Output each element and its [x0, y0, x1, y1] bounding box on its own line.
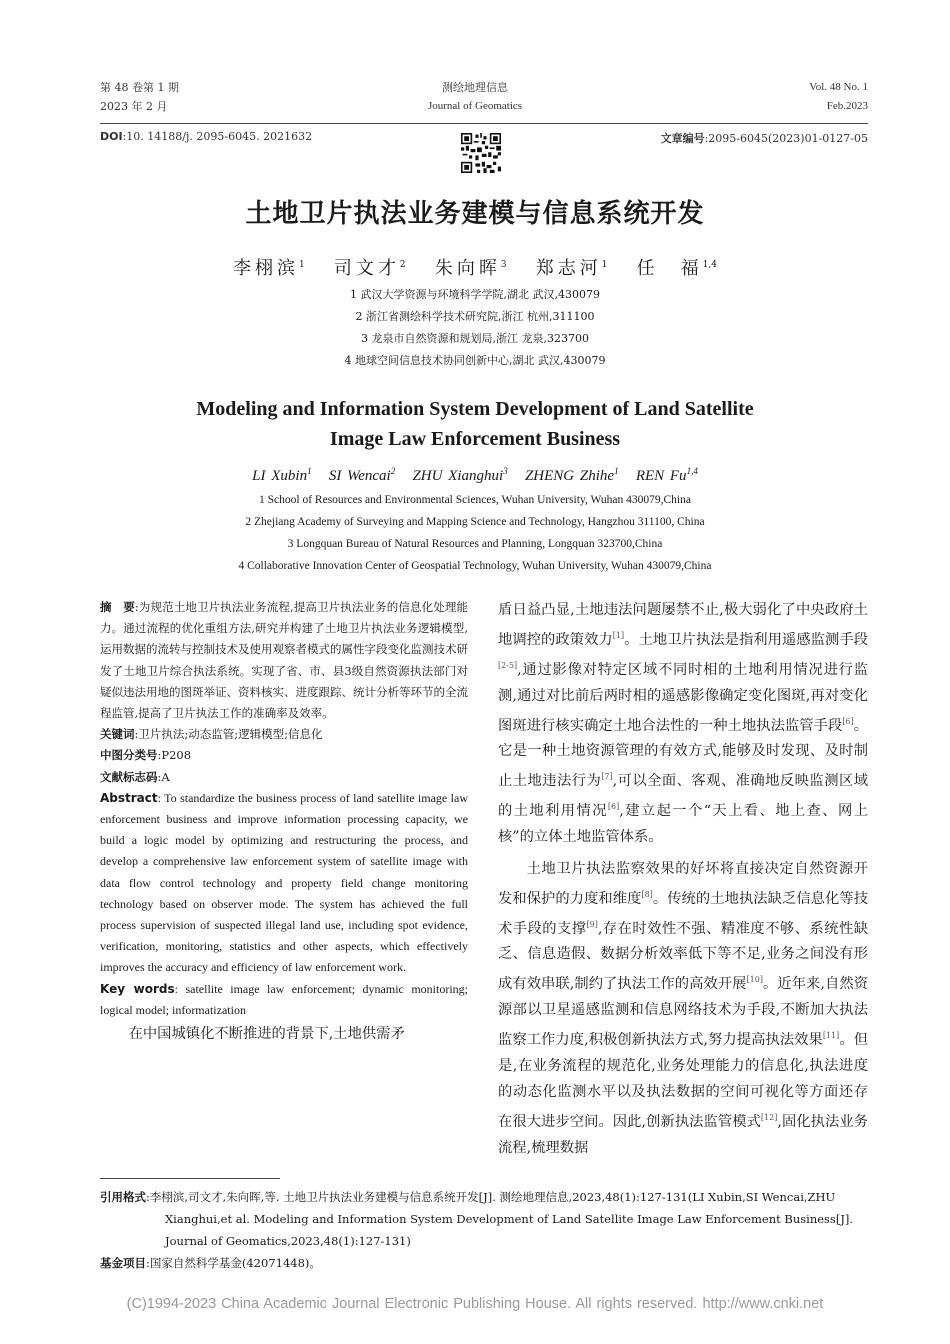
- affiliations-en: 1 School of Resources and Environmental Sciences, Wuhan University, Wuhan 430079,China 2 Zhejiang Academy of Surveying and Mapping Science and Technology, Hangzhou 311100, China 3 Longquan Bureau of Natural Resources and Planning, Longquan 323700,China 4 Collaborative Innovation Center of Geospatial Technology, Wuhan University, Wuhan 430079,China: [238, 494, 712, 572]
- article-number: 文章编号:2095-6045(2023)01-0127-05: [660, 132, 868, 145]
- qr-code-icon: [461, 133, 501, 173]
- intro-paragraph-start: 在中国城镇化不断推进的背景下,土地供需矛: [128, 1026, 405, 1043]
- header-volume-zh: 第 48 卷第 1 期 2023 年 2 月: [100, 81, 179, 113]
- footnotes: [100, 1186, 868, 1274]
- abstract-en: Abstract: To standardize the business process of land satellite image law enforcement business and improve information processing capacity, we build a logic model by optimizing and restructuring the process, and develop a comprehensive law enforcement system of satellite image with data flow control technology and property field change monitoring technology based on observer mode. The system has achieved the full process supervision of suspected illegal land use, including spot evidence, verification, monitoring, statistics and other aspects, which effectively improves the accuracy and efficiency of law enforcement work.: [100, 790, 468, 975]
- doi: DOI:10. 14188/j. 2095-6045. 2021632: [100, 130, 313, 143]
- citation: 引用格式:李栩滨,司文才,朱向晖,等. 土地卫片执法业务建模与信息系统开发[J]. 测绘地理信息,2023,48(1):127-131(LI Xubin,SI Wencai,ZHU Xianghui,et al. Modeling and Information System Development of Land Satellite Image Law Enforcement Business[J]. Journal of Geomatics,2023,48(1):127-131): [100, 1190, 854, 1248]
- page-title-en: Modeling and Information System Development of Land Satellite Image Law Enforcement Business: [196, 398, 754, 450]
- footnote-rule: [100, 1178, 280, 1179]
- page-title-zh: 土地卫片执法业务建模与信息系统开发: [245, 199, 705, 229]
- intro-column: [498, 597, 868, 1161]
- abstract-column: [100, 597, 468, 1047]
- intro-paragraph-1: 盾日益凸显,土地违法问题屡禁不止,极大弱化了中央政府土地调控的政策效力[1]。土地卫片执法是指利用遥感监测手段[2-5],通过影像对特定区域不同时相的土地利用情况进行监测,通过对比前后两时相的遥感影像确定变化图斑,再对变化图斑进行核实确定土地合法性的一种土地执法监管手段[6]。它是一种土地资源管理的有效方式,能够及时发现、及时制止土地违法行为[7],可以全面、客观、准确地反映监测区域的土地利用情况[6],建立起一个“天上看、地上查、网上核”的立体土地监管体系。: [498, 602, 869, 845]
- abstract-zh: 摘 要:为规范土地卫片执法业务流程,提高卫片执法业务的信息化处理能力。通过流程的优化重组方法,研究并构建了土地卫片执法业务逻辑模型,运用数据的流转与控制技术及使用观察者模式的属性字段变化监测技术研发了土地卫片综合执法系统。实现了省、市、县3级自然资源执法部门对疑似违法用地的图斑举证、资料核实、进度跟踪、统计分析等环节的全流程监管,提高了卫片执法工作的准确率及效率。: [100, 600, 468, 721]
- authors-en: LI Xubin$^1$ SI Wencai$^2$ ZHU Xianghui$^3$ ZHENG Zhihe$^1$ REN Fu$^{1,4}$: [252, 466, 698, 484]
- header-volume-en: Vol. 48 No. 1 Feb.2023: [809, 81, 868, 112]
- clc-number: 中图分类号:P208: [100, 748, 192, 763]
- funding: 基金项目:国家自然科学基金(42071448)。: [100, 1256, 321, 1270]
- header-rule: [100, 123, 868, 124]
- intro-paragraph-2: 土地卫片执法监察效果的好坏将直接决定自然资源开发和保护的力度和维度[8]。传统的土地执法缺乏信息化等技术手段的支撑[9],存在时效性不强、精准度不够、系统性缺乏、信息造假、数据分析效率低下等不足,业务之间没有形成有效串联,制约了执法工作的高效开展[10]。近年来,自然资源部以卫星遥感监测和信息网络技术为手段,不断加大执法监察工作力度,积极创新执法方式,努力提高执法效果[11]。但是,在业务流程的规范化,业务处理能力的信息化,执法进度的动态化监测水平以及执法数据的空间可视化等方面还存在很大进步空间。因此,创新执法监管模式[12],固化执法业务流程,梳理数据: [498, 860, 869, 1156]
- authors-zh: 李栩滨$^1$ 司文才$^2$ 朱向晖$^3$ 郑志河$^1$ 任 福$^{1,4}$: [233, 258, 717, 279]
- copyright-watermark: (C)1994-2023 China Academic Journal Electronic Publishing House. All rights reserved. http://www.cnki.net: [126, 1296, 824, 1312]
- keywords-zh: 关键词:卫片执法;动态监管;逻辑模型;信息化: [100, 727, 323, 742]
- affiliations-zh: 1 武汉大学资源与环境科学学院,湖北 武汉,430079 2 浙江省测绘科学技术研究院,浙江 杭州,311100 3 龙泉市自然资源和规划局,浙江 龙泉,323700 4 地球空间信息技术协同创新中心,湖北 武汉,430079: [344, 288, 606, 367]
- keywords-en: Key words: satellite image law enforcement; dynamic monitoring; logical model; informatization: [100, 981, 468, 1017]
- header-journal: 测绘地理信息 Journal of Geomatics: [427, 81, 523, 112]
- document-code: 文献标志码:A: [100, 769, 170, 784]
